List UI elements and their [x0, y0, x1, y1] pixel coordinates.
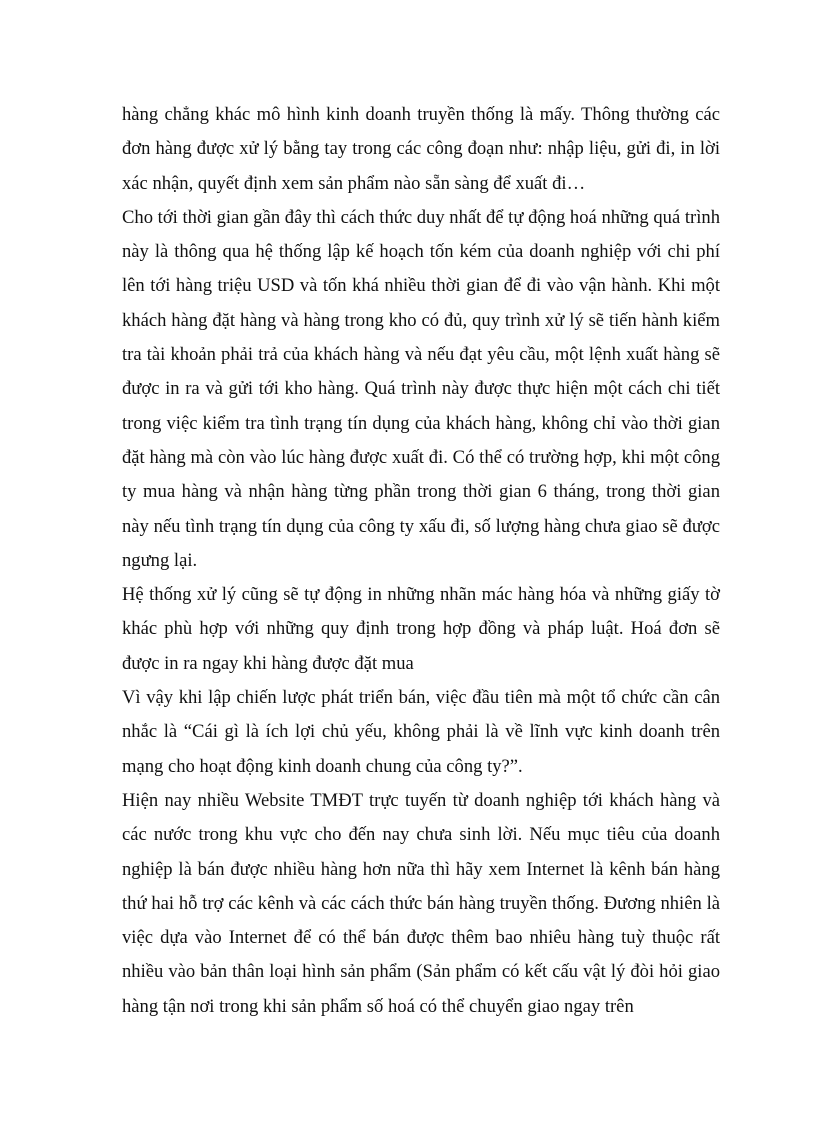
paragraph-internet-channel: Hiện nay nhiều Website TMĐT trực tuyến từ doanh nghiệp tới khách hàng và các nước trong khu vực cho đến nay chưa sinh lời. Nếu mục tiêu của doanh nghiệp là bán được nhiều hàng hơn nữa thì hãy xem Internet là kênh bán hàng thứ hai hỗ trợ các kênh và các cách thức bán hàng truyền thống. Đương nhiên là việc dựa vào Internet để có thể bán được thêm bao nhiêu hàng tuỳ thuộc rất nhiều vào bản thân loại hình sản phẩm (Sản phẩm có kết cấu vật lý đòi hỏi giao hàng tận nơi trong khi sản phẩm số hoá có thể chuyển giao ngay trên: [122, 789, 720, 1017]
paragraph-sales-strategy: Vì vậy khi lập chiến lược phát triển bán, việc đầu tiên mà một tổ chức cần cân nhắc là “Cái gì là ích lợi chủ yếu, không phải là về lĩnh vực kinh doanh trên mạng cho hoạt động kinh doanh chung của công ty?”.: [122, 687, 720, 777]
paragraph-automation-history: Cho tới thời gian gần đây thì cách thức duy nhất để tự động hoá những quá trình này là thông qua hệ thống lập kế hoạch tốn kém của doanh nghiệp với chi phí lên tới hàng triệu USD và tốn khá nhiều thời gian để đi vào vận hành. Khi một khách hàng đặt hàng và hàng trong kho có đủ, quy trình xử lý sẽ tiến hành kiểm tra tài khoản phải trả của khách hàng và nếu đạt yêu cầu, một lệnh xuất hàng sẽ được in ra và gửi tới kho hàng. Quá trình này được thực hiện một cách chi tiết trong việc kiểm tra tình trạng tín dụng của khách hàng, không chỉ vào thời gian đặt hàng mà còn vào lúc hàng được xuất đi. Có thể có trường hợp, khi một công ty mua hàng và nhận hàng từng phần trong thời gian 6 tháng, trong thời gian này nếu tình trạng tín dụng của công ty xấu đi, số lượng hàng chưa giao sẽ được ngưng lại.: [122, 206, 720, 571]
body-text: [122, 98, 720, 1024]
paragraph-label-printing: Hệ thống xử lý cũng sẽ tự động in những nhãn mác hàng hóa và những giấy tờ khác phù hợp với những quy định trong hợp đồng và pháp luật. Hoá đơn sẽ được in ra ngay khi hàng được đặt mua: [122, 584, 720, 674]
paragraph-order-processing: hàng chẳng khác mô hình kinh doanh truyền thống là mấy. Thông thường các đơn hàng được xử lý bằng tay trong các công đoạn như: nhập liệu, gửi đi, in lời xác nhận, quyết định xem sản phẩm nào sẵn sàng để xuất đi…: [122, 104, 720, 194]
